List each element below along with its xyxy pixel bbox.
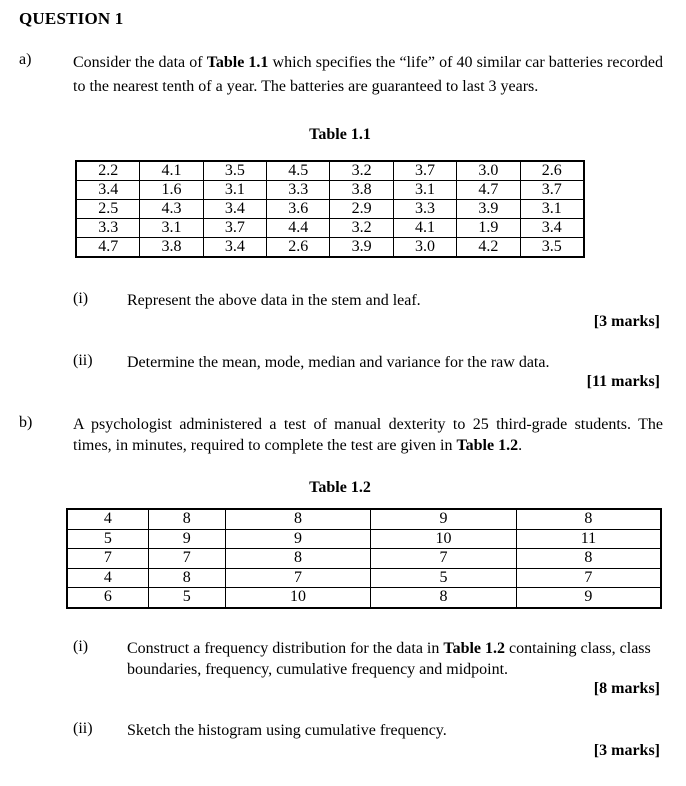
table-cell: 11 — [516, 529, 661, 549]
part-b-sub-i-text — [127, 638, 663, 680]
table-cell: 2.6 — [520, 161, 584, 181]
part-a-intro-text-1: Consider the data of — [73, 54, 207, 71]
part-a-sub-ii-text: Determine the mean, mode, median and variance for the raw data. — [127, 354, 550, 371]
table-cell: 4.4 — [267, 219, 330, 238]
table-1-1-row — [76, 181, 584, 200]
part-a-sub-i-label: (i) — [73, 290, 89, 307]
table-cell: 10 — [371, 529, 516, 549]
part-b-sub-i-marks: [8 marks] — [593, 680, 660, 697]
part-b-intro-table-ref: Table 1.2 — [456, 437, 519, 454]
table-cell: 4.1 — [140, 161, 203, 181]
table-cell: 3.4 — [76, 181, 140, 200]
table-1-2-row — [67, 529, 661, 549]
table-cell: 4.5 — [267, 161, 330, 181]
table-cell: 3.7 — [203, 219, 266, 238]
table-cell: 8 — [516, 509, 661, 529]
table-cell: 3.0 — [457, 161, 520, 181]
table-cell: 10 — [225, 588, 370, 608]
part-a-sub-ii-label: (ii) — [73, 352, 93, 369]
part-a-sub-i-marks: [3 marks] — [593, 313, 660, 330]
part-b-intro — [73, 414, 663, 456]
table-cell: 3.8 — [330, 181, 393, 200]
table-cell: 2.6 — [267, 238, 330, 258]
table-cell: 3.4 — [203, 200, 266, 219]
table-cell: 7 — [148, 549, 225, 569]
table-cell: 5 — [67, 529, 148, 549]
table-cell: 3.7 — [393, 161, 456, 181]
part-b-label: b) — [19, 414, 33, 431]
table-cell: 3.3 — [76, 219, 140, 238]
table-1-1-title: Table 1.1 — [309, 126, 371, 143]
table-cell: 4.1 — [393, 219, 456, 238]
part-a-sub-ii-marks: [11 marks] — [586, 373, 660, 390]
part-b-intro-text-2: . — [518, 437, 523, 454]
table-cell: 3.6 — [267, 200, 330, 219]
table-cell: 3.5 — [203, 161, 266, 181]
table-cell: 9 — [516, 588, 661, 608]
table-cell: 5 — [371, 568, 516, 588]
table-cell: 1.6 — [140, 181, 203, 200]
table-cell: 3.1 — [203, 181, 266, 200]
table-1-1-row — [76, 200, 584, 219]
table-1-2-row — [67, 568, 661, 588]
part-b-sub-ii-marks: [3 marks] — [593, 742, 660, 759]
table-1-1-row — [76, 219, 584, 238]
table-cell: 4.3 — [140, 200, 203, 219]
table-cell: 3.4 — [203, 238, 266, 258]
table-cell: 3.4 — [520, 219, 584, 238]
table-cell: 3.3 — [393, 200, 456, 219]
part-b-sub-i-label: (i) — [73, 638, 89, 655]
table-cell: 7 — [225, 568, 370, 588]
table-1-2-row — [67, 509, 661, 529]
table-cell: 3.7 — [520, 181, 584, 200]
table-cell: 8 — [371, 588, 516, 608]
table-cell: 3.1 — [520, 200, 584, 219]
table-cell: 3.9 — [457, 200, 520, 219]
table-cell: 7 — [67, 549, 148, 569]
table-1-1-row — [76, 161, 584, 181]
table-cell: 3.3 — [267, 181, 330, 200]
table-cell: 3.2 — [330, 219, 393, 238]
part-b-intro-text-1: A psychologist administered a test of manual dexterity to 25 third-grade students. The times, in minutes, required to complete the test are given in — [73, 416, 663, 454]
table-cell: 3.0 — [393, 238, 456, 258]
table-cell: 8 — [225, 509, 370, 529]
table-cell: 4 — [67, 509, 148, 529]
table-cell: 8 — [225, 549, 370, 569]
table-cell: 6 — [67, 588, 148, 608]
part-b-sub-i-table-ref: Table 1.2 — [443, 640, 506, 657]
table-cell: 7 — [516, 568, 661, 588]
table-cell: 9 — [148, 529, 225, 549]
table-cell: 3.5 — [520, 238, 584, 258]
table-cell: 8 — [148, 509, 225, 529]
part-a-intro-text-2: which specifies the “life” of 40 similar car batteries recorded to the nearest tenth of a year. The batteries are guaranteed to last 3 years. — [73, 54, 663, 95]
table-cell: 9 — [371, 509, 516, 529]
table-cell: 4.2 — [457, 238, 520, 258]
part-b-sub-ii-text: Sketch the histogram using cumulative frequency. — [127, 722, 447, 739]
table-cell: 9 — [225, 529, 370, 549]
table-cell: 2.5 — [76, 200, 140, 219]
table-cell: 3.1 — [140, 219, 203, 238]
part-b-sub-i-text-2: containing class, class boundaries, frequency, cumulative frequency and midpoint. — [127, 640, 651, 678]
table-cell: 3.2 — [330, 161, 393, 181]
table-cell: 7 — [371, 549, 516, 569]
table-cell: 4.7 — [457, 181, 520, 200]
table-1-1-row — [76, 238, 584, 258]
table-1-2 — [66, 508, 662, 609]
table-cell: 8 — [516, 549, 661, 569]
table-cell: 5 — [148, 588, 225, 608]
question-heading: QUESTION 1 — [19, 9, 124, 28]
part-a-intro — [73, 51, 663, 98]
part-a-sub-i-text: Represent the above data in the stem and leaf. — [127, 292, 421, 309]
table-cell: 3.9 — [330, 238, 393, 258]
part-b-sub-ii-label: (ii) — [73, 720, 93, 737]
part-a-intro-table-ref: Table 1.1 — [206, 54, 269, 71]
table-1-2-row — [67, 588, 661, 608]
part-b-sub-i-text-1: Construct a frequency distribution for the data in — [127, 640, 444, 657]
table-cell: 2.9 — [330, 200, 393, 219]
table-1-1 — [75, 160, 585, 258]
table-cell: 4 — [67, 568, 148, 588]
table-cell: 1.9 — [457, 219, 520, 238]
table-1-2-row — [67, 549, 661, 569]
part-a-label: a) — [19, 51, 32, 68]
table-cell: 3.8 — [140, 238, 203, 258]
table-cell: 4.7 — [76, 238, 140, 258]
table-cell: 2.2 — [76, 161, 140, 181]
table-1-2-title: Table 1.2 — [309, 479, 371, 496]
table-cell: 8 — [148, 568, 225, 588]
table-cell: 3.1 — [393, 181, 456, 200]
